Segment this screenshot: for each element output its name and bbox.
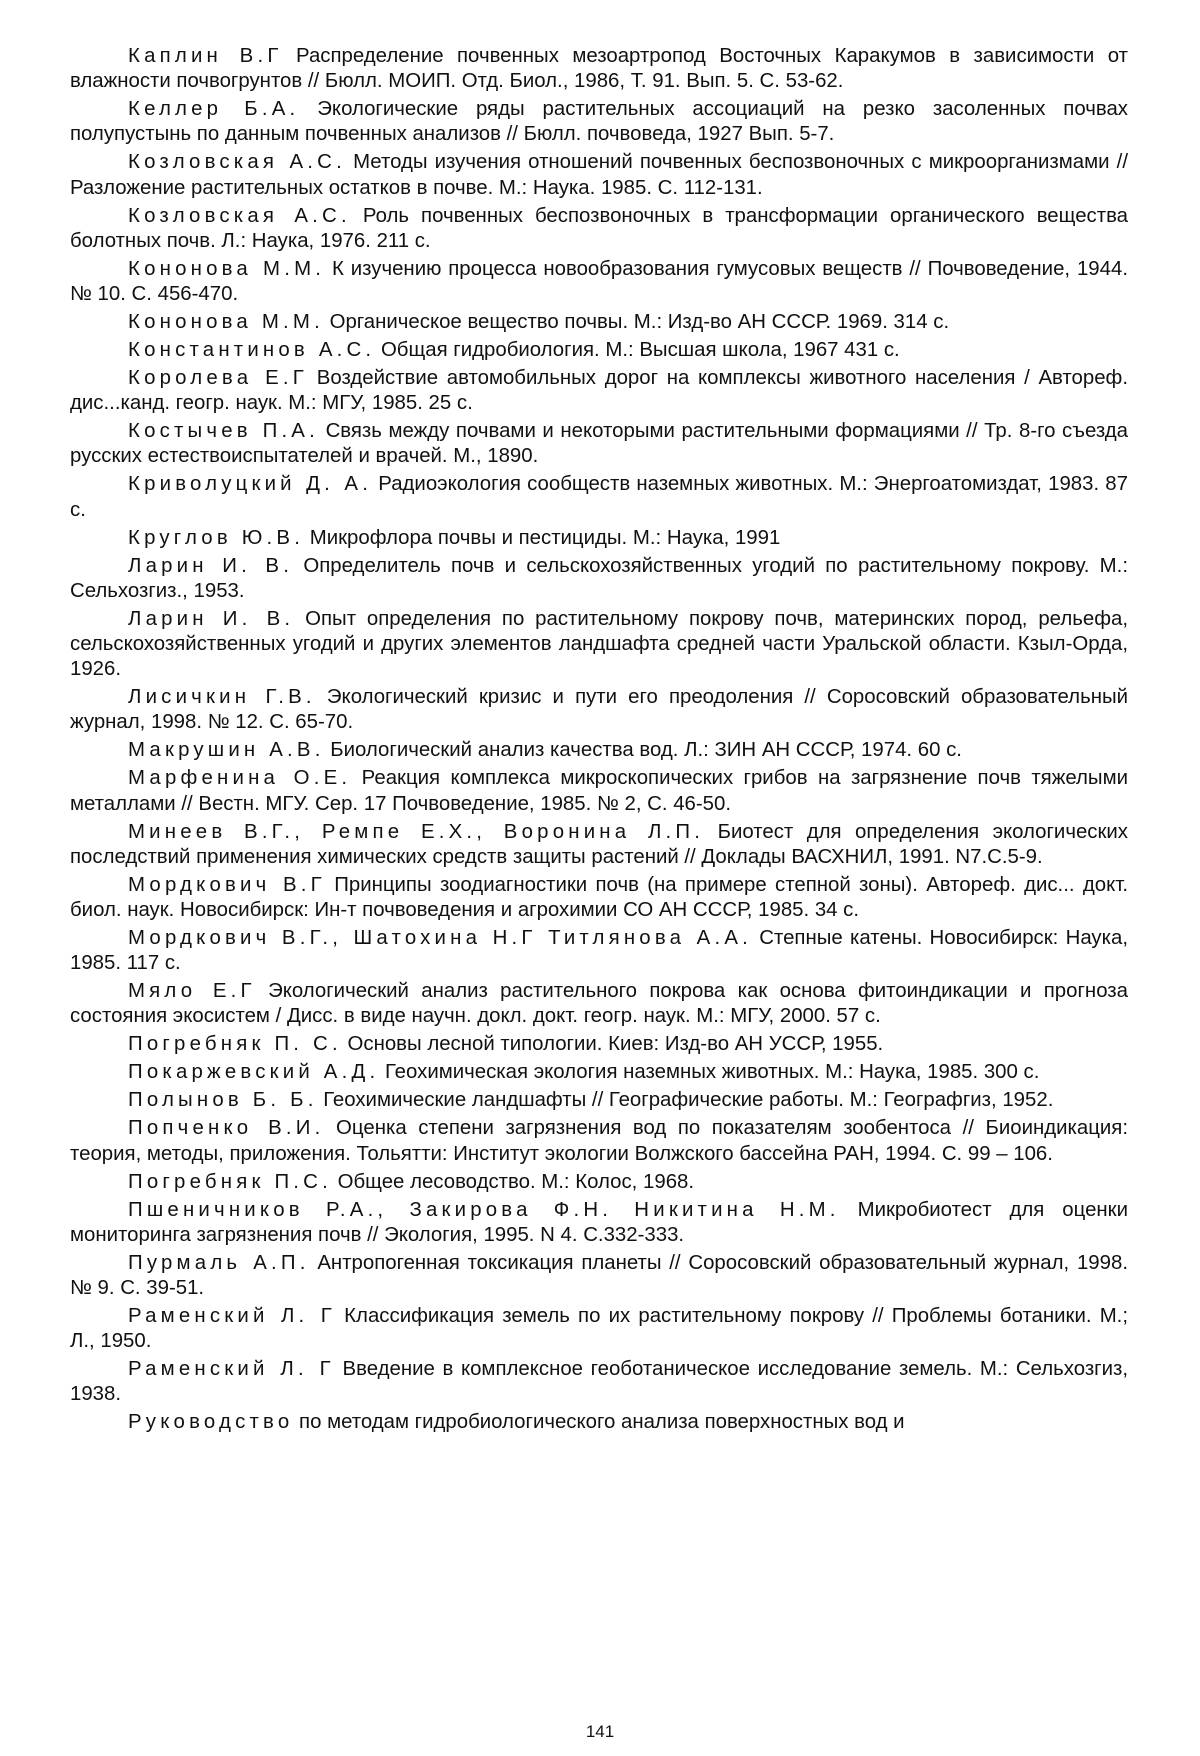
- reference-entry: [70, 1251, 1128, 1301]
- reference-entry: [70, 472, 1128, 522]
- reference-text: Общая гидробиология. М.: Высшая школа, 1967 431 с.: [375, 339, 899, 361]
- reference-author: Козловская А.С.: [128, 151, 346, 173]
- reference-text: Распределение почвенных мезоартропод Восточных Каракумов в зависимости от влажности почвогрунтов // Бюлл. МОИП. Отд. Биол., 1986, Т. 91. Вып. 5. С. 53-62.: [70, 45, 1128, 92]
- reference-author: Минеев В.Г., Ремпе Е.Х., Воронина Л.П.: [128, 821, 704, 843]
- reference-text: Антропогенная токсикация планеты // Соросовский образовательный журнал, 1998. № 9. С. 39-51.: [70, 1252, 1128, 1299]
- reference-text: Общее лесоводство. М.: Колос, 1968.: [332, 1171, 694, 1193]
- reference-author: Полынов Б. Б.: [128, 1089, 318, 1111]
- reference-entry: [70, 1032, 1128, 1057]
- reference-text: Роль почвенных беспозвоночных в трансформации органического вещества болотных почв. Л.: Наука, 1976. 211 с.: [70, 205, 1128, 252]
- reference-text: К изучению процесса новообразования гумусовых веществ // Почвоведение, 1944. № 10. С. 456-470.: [70, 258, 1128, 305]
- page-number: 141: [0, 1722, 1200, 1742]
- reference-entry: [70, 979, 1128, 1029]
- reference-text: Классификация земель по их растительному покрову // Проблемы ботаники. М.; Л., 1950.: [70, 1305, 1128, 1352]
- reference-text: Принципы зоодиагностики почв (на примере степной зоны). Автореф. дис... докт. биол. наук. Новосибирск: Ин-т почвоведения и агрохимии СО АН СССР, 1985. 34 с.: [70, 874, 1128, 921]
- reference-entry: [70, 310, 1128, 335]
- reference-author: Погребняк П.С.: [128, 1171, 332, 1193]
- reference-author: Руководство: [128, 1411, 293, 1433]
- reference-author: Кононова М.М.: [128, 258, 325, 280]
- reference-author: Мордкович В.Г: [128, 874, 326, 896]
- reference-text: Воздействие автомобильных дорог на комплексы животного населения / Автореф. дис...канд. геогр. наук. М.: МГУ, 1985. 25 с.: [70, 367, 1128, 414]
- reference-author: Королева Е.Г: [128, 367, 308, 389]
- reference-text: Биотест для определения экологических последствий применения химических средств защиты растений // Доклады ВАСХНИЛ, 1991. N7.С.5-9.: [70, 821, 1128, 868]
- reference-entry: [70, 766, 1128, 816]
- reference-text: Степные катены. Новосибирск: Наука, 1985. 117 с.: [70, 927, 1128, 974]
- reference-author: Мордкович В.Г., Шатохина Н.Г Титлянова А.А.: [128, 927, 752, 949]
- reference-text: Микробиотест для оценки мониторинга загрязнения почв // Экология, 1995. N 4. С.332-333.: [70, 1199, 1128, 1246]
- reference-entry: [70, 926, 1128, 976]
- reference-entry: [70, 44, 1128, 94]
- reference-entry: [70, 607, 1128, 683]
- reference-author: Марфенина О.Е.: [128, 767, 351, 789]
- reference-text: по методам гидробиологического анализа поверхностных вод и: [293, 1411, 904, 1433]
- reference-text: Геохимические ландшафты // Географические работы. М.: Географгиз, 1952.: [318, 1089, 1054, 1111]
- reference-entry: [70, 1357, 1128, 1407]
- reference-text: Экологический анализ растительного покрова как основа фитоиндикации и прогноза состояния экосистем / Дисс. в виде научн. докл. докт. геогр. наук. М.: МГУ, 2000. 57 с.: [70, 980, 1128, 1027]
- reference-text: Органическое вещество почвы. М.: Изд-во АН СССР. 1969. 314 с.: [324, 311, 949, 333]
- reference-text: Оценка степени загрязнения вод по показателям зообентоса // Биоиндикация: теория, методы, приложения. Тольятти: Институт экологии Волжского бассейна РАН, 1994. С. 99 – 106.: [70, 1117, 1128, 1164]
- reference-entry: [70, 366, 1128, 416]
- reference-text: Основы лесной типологии. Киев: Изд-во АН УССР, 1955.: [342, 1033, 883, 1055]
- reference-entry: [70, 419, 1128, 469]
- reference-author: Макрушин А.В.: [128, 739, 325, 761]
- reference-text: Биологический анализ качества вод. Л.: ЗИН АН СССР, 1974. 60 с.: [325, 739, 962, 761]
- reference-text: Микрофлора почвы и пестициды. М.: Наука, 1991: [304, 527, 780, 549]
- reference-author: Мяло Е.Г: [128, 980, 256, 1002]
- reference-text: Радиоэкология сообществ наземных животных. М.: Энергоатомиздат, 1983. 87 с.: [70, 473, 1128, 520]
- reference-entry: [70, 1088, 1128, 1113]
- reference-entry: [70, 1304, 1128, 1354]
- reference-text: Экологический кризис и пути его преодоления // Соросовский образовательный журнал, 1998. № 12. С. 65-70.: [70, 686, 1128, 733]
- reference-text: Определитель почв и сельскохозяйственных угодий по растительному покрову. М.: Сельхозгиз., 1953.: [70, 555, 1128, 602]
- reference-entry: [70, 526, 1128, 551]
- reference-entry: [70, 1060, 1128, 1085]
- reference-entry: [70, 204, 1128, 254]
- reference-list: [70, 44, 1128, 1438]
- reference-author: Кононова М.М.: [128, 311, 324, 333]
- reference-entry: [70, 1116, 1128, 1166]
- reference-author: Келлер Б.А.: [128, 98, 299, 120]
- reference-entry: [70, 685, 1128, 735]
- reference-entry: [70, 1170, 1128, 1195]
- reference-entry: [70, 1410, 1128, 1435]
- reference-author: Пурмаль А.П.: [128, 1252, 310, 1274]
- reference-author: Лисичкин Г.В.: [128, 686, 316, 708]
- reference-author: Каплин В.Г: [128, 45, 283, 67]
- reference-text: Связь между почвами и некоторыми растительными формациями // Тр. 8-го съезда русских естествоиспытателей и врачей. М., 1890.: [70, 420, 1128, 467]
- reference-author: Костычев П.А.: [128, 420, 319, 442]
- reference-author: Раменский Л. Г: [128, 1305, 336, 1327]
- reference-entry: [70, 873, 1128, 923]
- reference-author: Покаржевский А.Д.: [128, 1061, 379, 1083]
- reference-text: Экологические ряды растительных ассоциаций на резко засоленных почвах полупустынь по данным почвенных анализов // Бюлл. почвоведа, 1927 Вып. 5-7.: [70, 98, 1128, 145]
- reference-author: Криволуцкий Д. А.: [128, 473, 372, 495]
- reference-entry: [70, 150, 1128, 200]
- reference-author: Пшеничников Р.А., Закирова Ф.Н. Никитина Н.М.: [128, 1199, 840, 1221]
- reference-author: Раменский Л. Г: [128, 1358, 335, 1380]
- reference-author: Попченко В.И.: [128, 1117, 325, 1139]
- reference-author: Ларин И. В.: [128, 608, 294, 630]
- reference-author: Константинов А.С.: [128, 339, 375, 361]
- reference-text: Опыт определения по растительному покрову почв, материнских пород, рельефа, сельскохозяйственных угодий и других элементов ландшафта средней части Уральской области. Кзыл-Орда, 1926.: [70, 608, 1128, 680]
- reference-author: Погребняк П. С.: [128, 1033, 342, 1055]
- reference-text: Геохимическая экология наземных животных. М.: Наука, 1985. 300 с.: [379, 1061, 1039, 1083]
- reference-author: Козловская А.С.: [128, 205, 351, 227]
- reference-entry: [70, 97, 1128, 147]
- reference-entry: [70, 257, 1128, 307]
- reference-entry: [70, 554, 1128, 604]
- reference-text: Методы изучения отношений почвенных беспозвоночных с микроорганизмами // Разложение растительных остатков в почве. М.: Наука. 1985. С. 112-131.: [70, 151, 1128, 198]
- reference-entry: [70, 738, 1128, 763]
- reference-author: Круглов Ю.В.: [128, 527, 304, 549]
- reference-entry: [70, 338, 1128, 363]
- reference-entry: [70, 1198, 1128, 1248]
- reference-text: Введение в комплексное геоботаническое исследование земель. М.: Сельхозгиз, 1938.: [70, 1358, 1128, 1405]
- reference-author: Ларин И. В.: [128, 555, 293, 577]
- reference-text: Реакция комплекса микроскопических грибов на загрязнение почв тяжелыми металлами // Вестн. МГУ. Сер. 17 Почвоведение, 1985. № 2, С. 46-50.: [70, 767, 1128, 814]
- reference-entry: [70, 820, 1128, 870]
